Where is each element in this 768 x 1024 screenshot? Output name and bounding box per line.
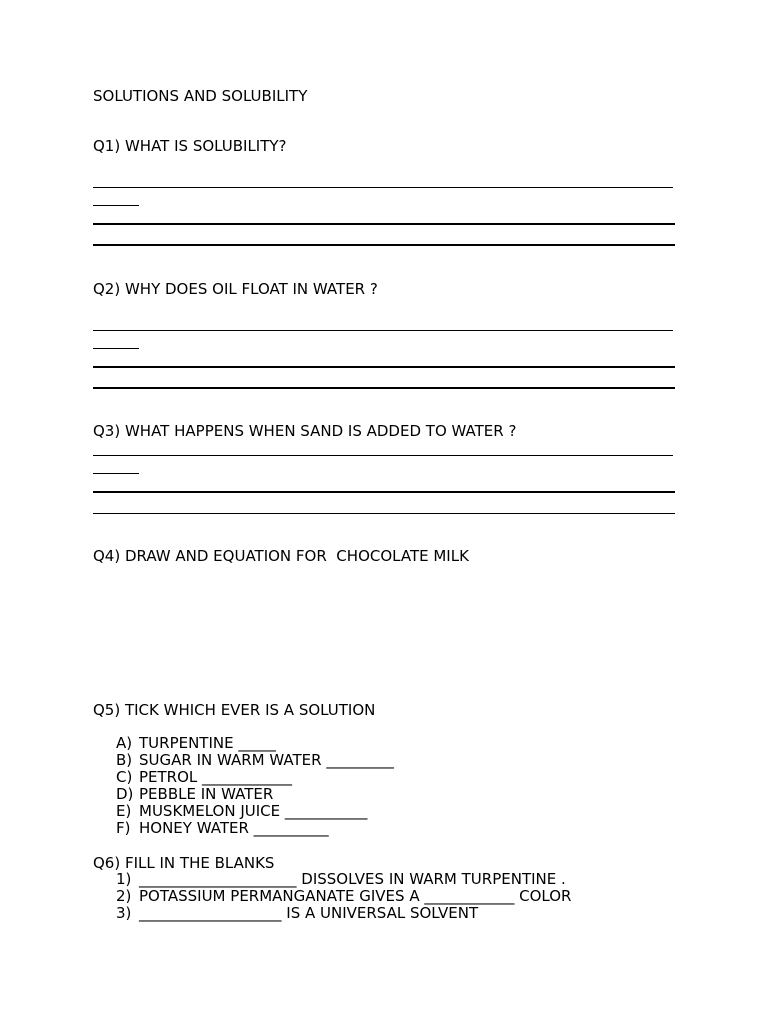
question-1: Q1) WHAT IS SOLUBILITY? xyxy=(93,137,287,155)
item-marker: 3) xyxy=(116,904,132,922)
option-text: HONEY WATER __________ xyxy=(139,819,329,837)
answer-line xyxy=(93,473,139,474)
item-text: POTASSIUM PERMANGANATE GIVES A ____________ COLOR xyxy=(139,887,572,905)
question-2: Q2) WHY DOES OIL FLOAT IN WATER ? xyxy=(93,280,378,298)
answer-line xyxy=(93,244,675,246)
option-text: PETROL ____________ xyxy=(139,768,293,786)
option-marker: B) xyxy=(116,751,133,769)
worksheet-title: SOLUTIONS AND SOLUBILITY xyxy=(93,87,308,105)
option-marker: E) xyxy=(116,802,132,820)
option-text: PEBBLE IN WATER xyxy=(139,785,274,803)
option-marker: C) xyxy=(116,768,133,786)
answer-line xyxy=(93,223,675,225)
answer-line xyxy=(93,348,139,349)
item-text: ___________________ IS A UNIVERSAL SOLVENT xyxy=(139,904,479,922)
answer-line xyxy=(93,366,675,368)
option-marker: A) xyxy=(116,734,133,752)
item-marker: 2) xyxy=(116,887,132,905)
option-text: SUGAR IN WARM WATER _________ xyxy=(139,751,394,769)
option-text: TURPENTINE _____ xyxy=(139,734,276,752)
question-4: Q4) DRAW AND EQUATION FOR CHOCOLATE MILK xyxy=(93,547,469,565)
question-5: Q5) TICK WHICH EVER IS A SOLUTION xyxy=(93,701,376,719)
answer-line xyxy=(93,513,675,514)
question-3: Q3) WHAT HAPPENS WHEN SAND IS ADDED TO WATER ? xyxy=(93,422,517,440)
answer-line xyxy=(93,330,673,331)
answer-line xyxy=(93,387,675,389)
option-text: MUSKMELON JUICE ___________ xyxy=(139,802,368,820)
item-text: _____________________ DISSOLVES IN WARM TURPENTINE . xyxy=(139,870,566,888)
question-6: Q6) FILL IN THE BLANKS xyxy=(93,854,275,872)
option-marker: F) xyxy=(116,819,131,837)
answer-line xyxy=(93,491,675,493)
answer-line xyxy=(93,455,673,456)
answer-line xyxy=(93,187,673,188)
answer-line xyxy=(93,205,139,206)
item-marker: 1) xyxy=(116,870,132,888)
option-marker: D) xyxy=(116,785,134,803)
